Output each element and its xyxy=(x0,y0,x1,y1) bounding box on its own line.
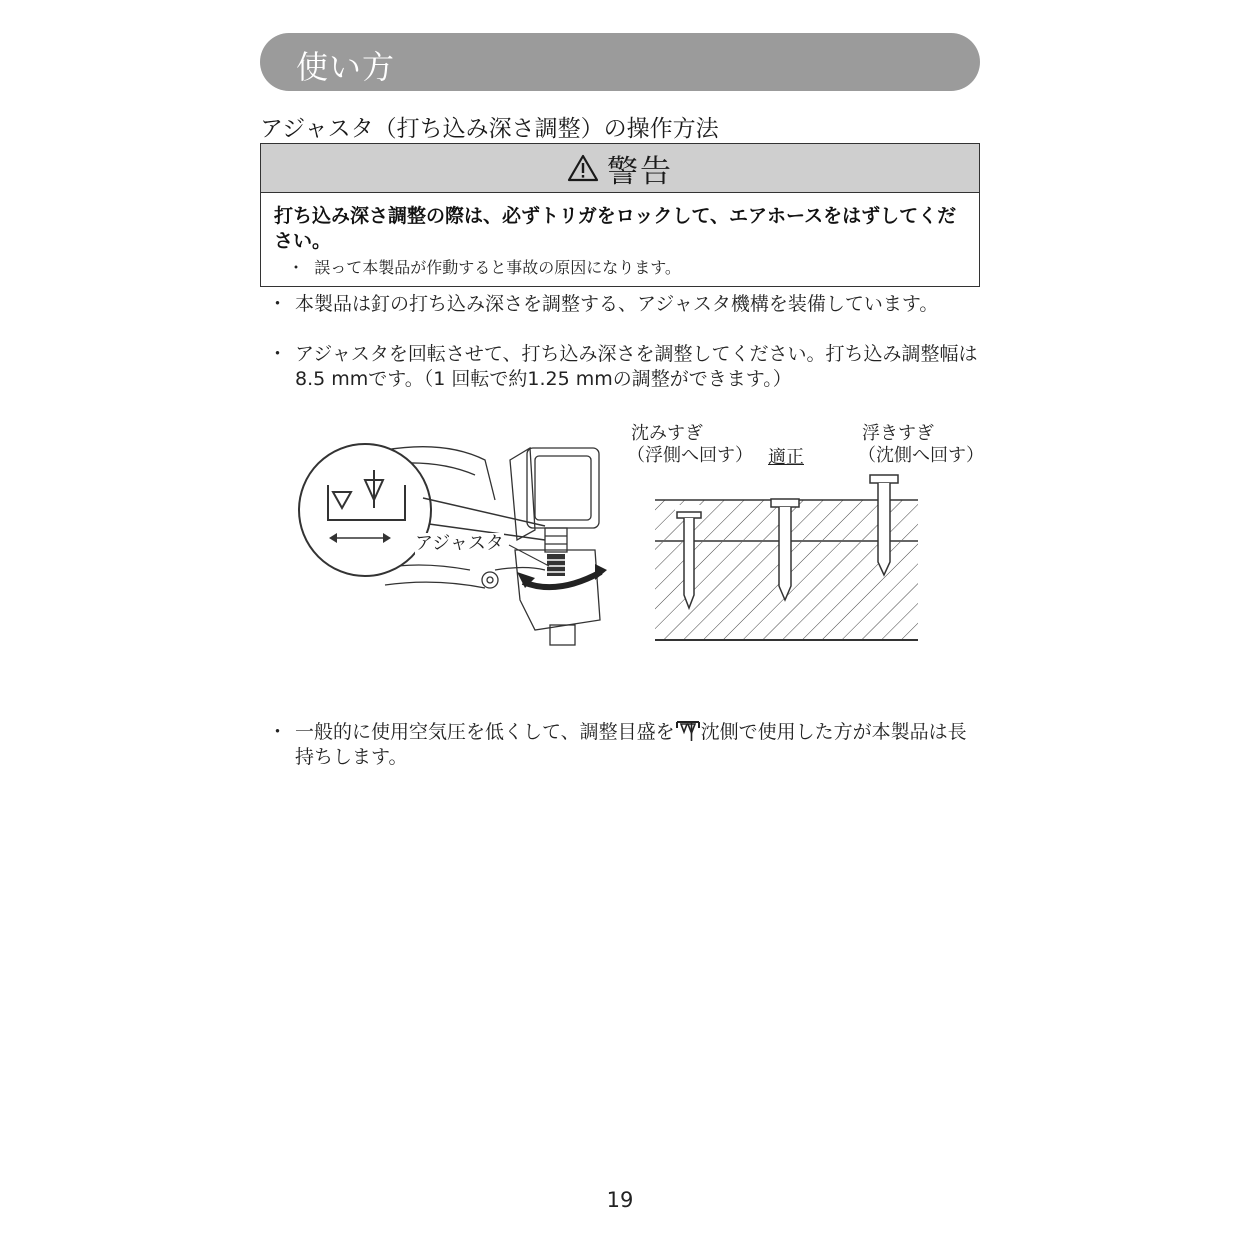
warning-header xyxy=(261,144,979,193)
bullet-mark: ・ xyxy=(268,293,288,315)
sink-too-deep-label: 沈みすぎ xyxy=(631,423,703,444)
bullet-text-after: 沈側で使用した方が本製品は長持ちします。 xyxy=(295,721,967,768)
bullet-item xyxy=(268,292,982,342)
proper-label: 適正 xyxy=(768,447,804,468)
warning-box xyxy=(260,143,980,287)
bullet-text: 本製品は釘の打ち込み深さを調整する、アジャスタ機構を装備しています。 xyxy=(295,293,939,315)
bullet-mark: ・ xyxy=(268,721,288,743)
warning-sub-label: 誤って本製品が作動すると事故の原因になります。 xyxy=(314,258,681,277)
bullet-item xyxy=(268,720,982,770)
adjuster-illustration xyxy=(295,420,615,654)
bullet-item xyxy=(268,342,982,392)
warning-sub-text xyxy=(288,255,681,278)
bullet-mark: ・ xyxy=(268,343,288,365)
warning-label: 警告 xyxy=(607,153,673,190)
sink-side-nail-icon xyxy=(675,720,701,742)
nail-depth-diagram xyxy=(655,470,920,645)
bullet-text: アジャスタを回転させて、打ち込み深さを調整してください。打ち込み調整幅は8.5 mmです。（1 回転で約1.25 mmの調整ができます。） xyxy=(295,343,978,390)
float-too-high-label: 浮きすぎ xyxy=(862,423,934,444)
warning-triangle-icon xyxy=(567,154,599,182)
section-title: アジャスタ（打ち込み深さ調整）の操作方法 xyxy=(260,116,719,142)
bullet-text-before: 一般的に使用空気圧を低くして、調整目盛を xyxy=(295,721,675,743)
adjuster-label: アジャスタ xyxy=(415,533,504,554)
sink-too-deep-note: （浮側へ回す） xyxy=(627,445,753,466)
page-title: 使い方 xyxy=(296,48,396,86)
warning-main-text: 打ち込み深さ調整の際は、必ずトリガをロックして、エアホースをはずしてください。 xyxy=(274,205,957,252)
warning-sub-bullet: ・ xyxy=(288,258,305,277)
float-too-high-note: （沈側へ回す） xyxy=(858,445,984,466)
page-number: 19 xyxy=(606,1188,634,1212)
header-bar xyxy=(260,33,980,91)
